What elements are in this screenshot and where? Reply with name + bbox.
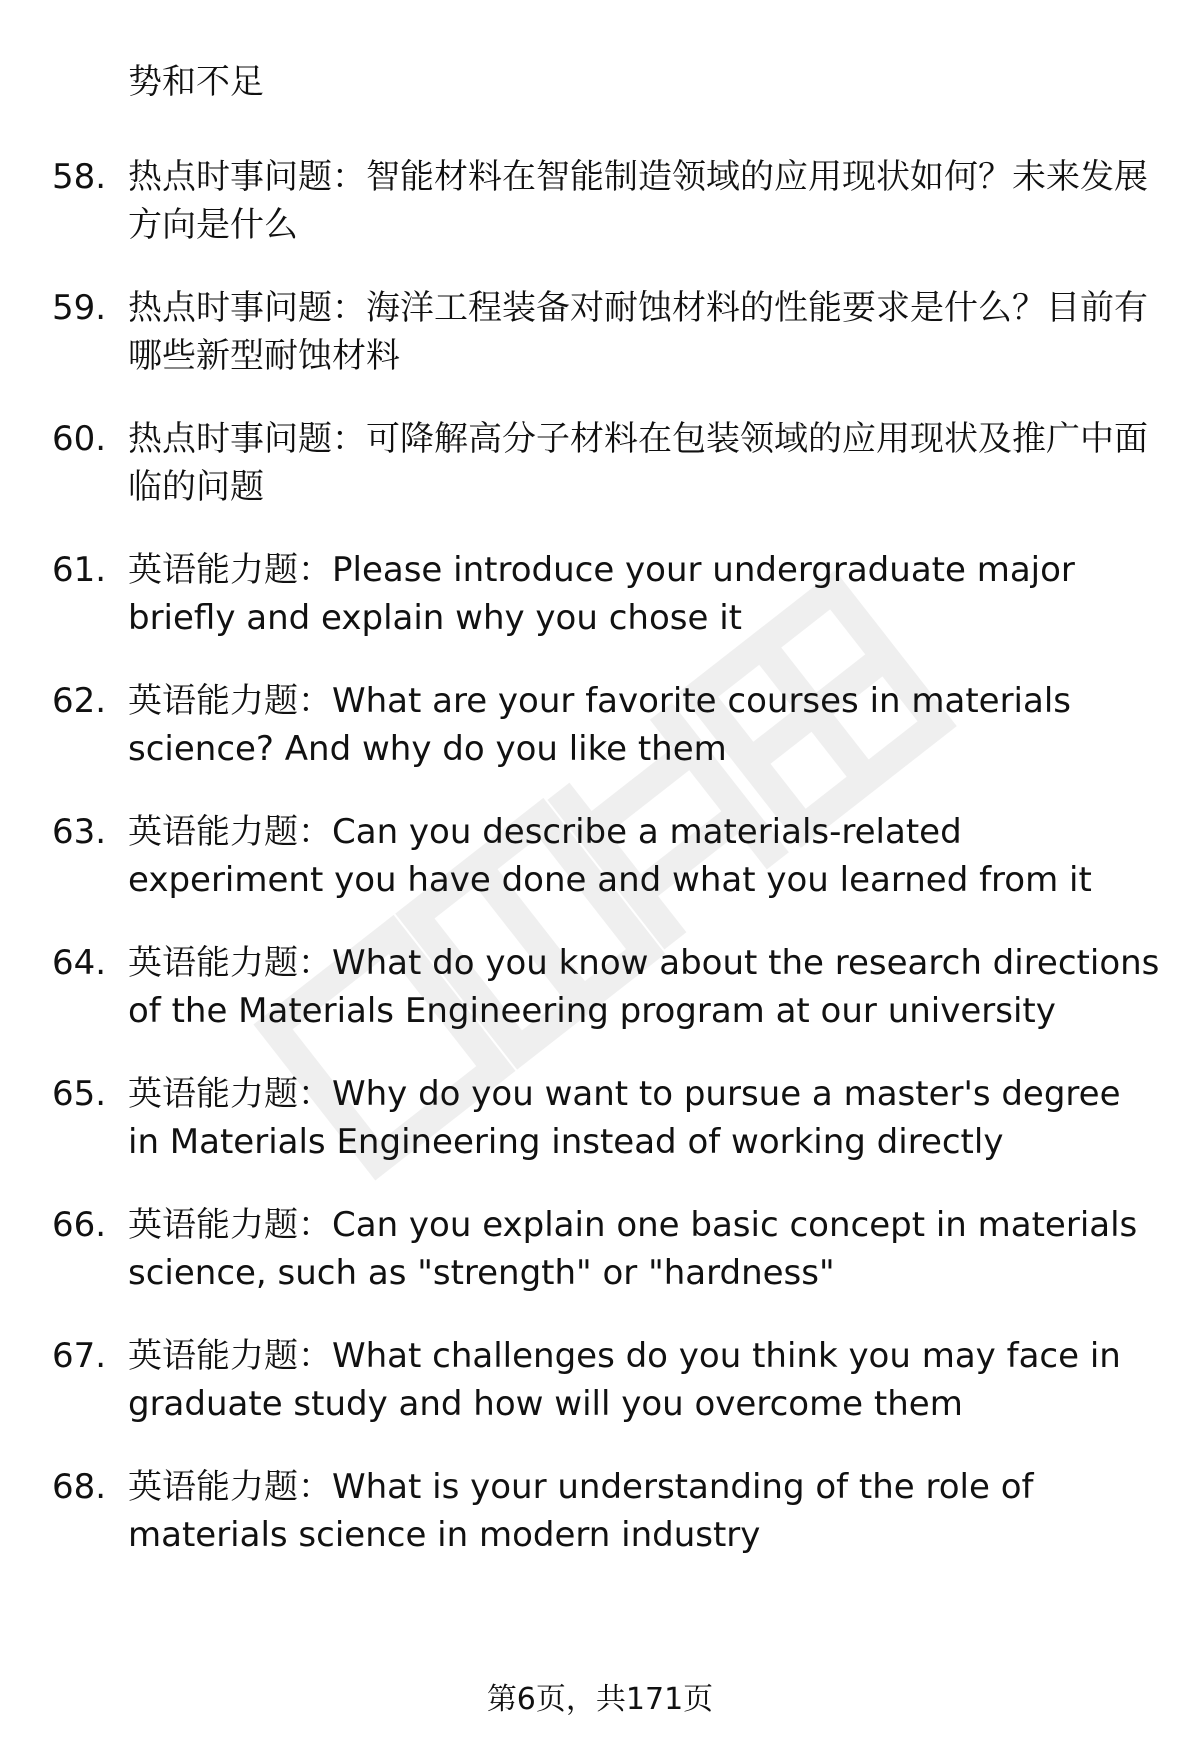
item-number: 64. <box>52 943 107 983</box>
item-text: 英语能力题：What do you know about the research directions of the Materials Engineering program at our university <box>128 943 1160 1031</box>
item-number: 66. <box>52 1205 107 1245</box>
item-text: 热点时事问题：智能材料在智能制造领域的应用现状如何？未来发展方向是什么 <box>128 157 1148 245</box>
list-item <box>52 808 1162 904</box>
item-number: 61. <box>52 550 107 590</box>
list-item <box>52 284 1162 380</box>
list-item <box>52 1463 1162 1559</box>
item-text: 英语能力题：Can you explain one basic concept in materials science, such as "strength" or "hardness" <box>128 1205 1138 1293</box>
list-item <box>52 1332 1162 1428</box>
question-list <box>52 58 1162 1594</box>
item-number: 59. <box>52 288 107 328</box>
item-text: 热点时事问题：海洋工程装备对耐蚀材料的性能要求是什么？目前有哪些新型耐蚀材料 <box>128 288 1148 376</box>
list-item <box>52 415 1162 511</box>
item-number: 58. <box>52 157 107 197</box>
continued-text: 势和不足 <box>128 62 264 102</box>
item-text: 英语能力题：What are your favorite courses in materials science? And why do you like them <box>128 681 1072 769</box>
list-item <box>52 546 1162 642</box>
item-number: 67. <box>52 1336 107 1376</box>
page-footer: 第6页，共171页 <box>486 1682 714 1717</box>
item-text: 英语能力题：Can you describe a materials-related experiment you have done and what you learned from it <box>128 812 1092 900</box>
item-number: 65. <box>52 1074 107 1114</box>
list-item <box>52 153 1162 249</box>
item-text: 英语能力题：Why do you want to pursue a master's degree in Materials Engineering instead of working directly <box>128 1074 1121 1162</box>
item-number: 68. <box>52 1467 107 1507</box>
item-text: 英语能力题：What is your understanding of the role of materials science in modern industry <box>128 1467 1034 1555</box>
list-item <box>52 1070 1162 1166</box>
item-text: 热点时事问题：可降解高分子材料在包装领域的应用现状及推广中面临的问题 <box>128 419 1148 507</box>
item-number: 63. <box>52 812 107 852</box>
item-number: 62. <box>52 681 107 721</box>
list-item <box>52 677 1162 773</box>
item-text: 英语能力题：What challenges do you think you may face in graduate study and how will you overcome them <box>128 1336 1121 1424</box>
list-item <box>52 1201 1162 1297</box>
list-item <box>52 939 1162 1035</box>
item-text: 英语能力题：Please introduce your undergraduate major briefly and explain why you chose it <box>128 550 1075 638</box>
item-number: 60. <box>52 419 107 459</box>
